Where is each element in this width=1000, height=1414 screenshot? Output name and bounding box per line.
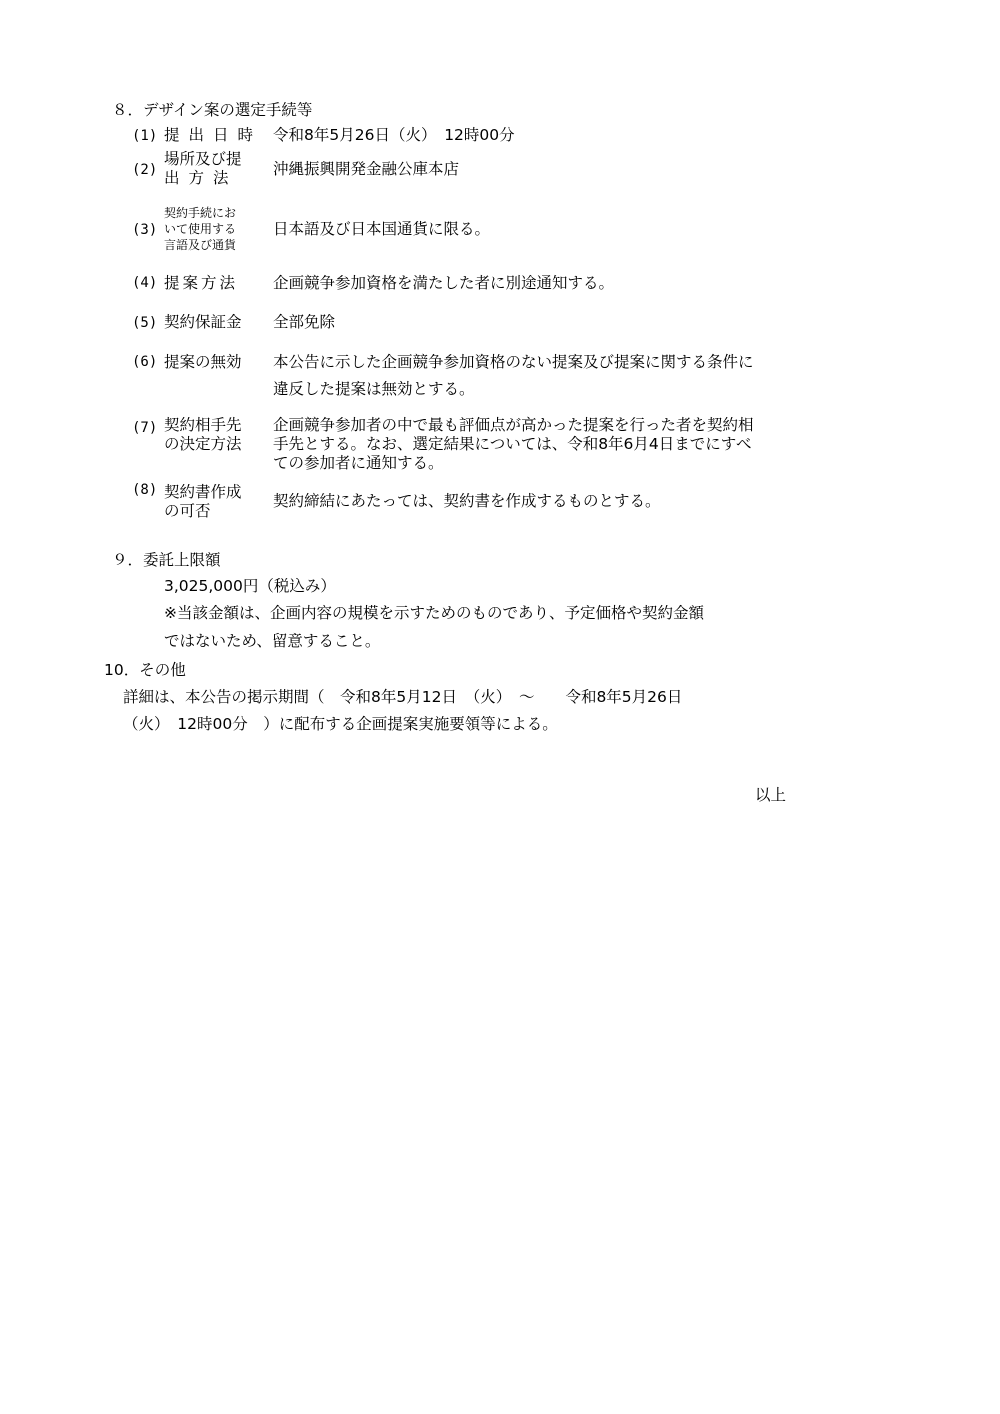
item-4-number: (4) bbox=[132, 275, 158, 291]
item-5-number: (5) bbox=[132, 315, 158, 331]
item-3-label-line2: いて使用する bbox=[164, 222, 237, 236]
item-7-value-line1: 企画競争参加者の中で最も評価点が高かった提案を行った者を契約相 bbox=[273, 416, 754, 434]
contract-cap-note-line1: ※当該金額は、企画内容の規模を示すためのものであり、予定価格や契約金額 bbox=[164, 604, 704, 622]
item-8-value: 契約締結にあたっては、契約書を作成するものとする。 bbox=[273, 492, 661, 510]
item-7-value-line2: 手先とする。なお、選定結果については、令和8年6月4日までにすべ bbox=[273, 435, 752, 453]
item-4-value: 企画競争参加資格を満たした者に別途通知する。 bbox=[273, 274, 615, 292]
item-2-label-line1: 場所及び提 bbox=[164, 150, 242, 168]
item-5-label: 契約保証金 bbox=[164, 313, 242, 331]
item-8-label-line1: 契約書作成 bbox=[164, 483, 242, 501]
item-8-number: (8) bbox=[132, 482, 158, 498]
item-3-label-line3: 言語及び通貨 bbox=[164, 238, 237, 252]
item-6-value-line2: 違反した提案は無効とする。 bbox=[273, 380, 475, 398]
item-8-label-line2: の可否 bbox=[164, 502, 211, 520]
item-7-value-line3: ての参加者に通知する。 bbox=[273, 454, 444, 472]
item-2-value: 沖縄振興開発金融公庫本店 bbox=[273, 160, 460, 178]
contract-cap-note-line2: ではないため、留意すること。 bbox=[164, 632, 381, 650]
item-3-label-line1: 契約手続にお bbox=[164, 206, 237, 220]
item-4-label: 提案方法 bbox=[164, 274, 239, 292]
item-5-value: 全部免除 bbox=[273, 313, 336, 331]
section-10-line2: （火） 12時00分 ）に配布する企画提案実施要領等による。 bbox=[123, 715, 558, 733]
item-7-label-line2: の決定方法 bbox=[164, 435, 242, 453]
item-7-number: (7) bbox=[132, 420, 158, 436]
item-3-value: 日本語及び日本国通貨に限る。 bbox=[273, 220, 491, 238]
item-6-label: 提案の無効 bbox=[164, 353, 242, 371]
item-3-number: (3) bbox=[132, 222, 158, 238]
item-6-value-line1: 本公告に示した企画競争参加資格のない提案及び提案に関する条件に bbox=[273, 353, 754, 371]
section-10-line1: 詳細は、本公告の掲示期間（ 令和8年5月12日 （火） ～ 令和8年5月26日 bbox=[123, 688, 683, 706]
item-1-value: 令和8年5月26日（火） 12時00分 bbox=[273, 126, 515, 144]
contract-cap-amount: 3,025,000円（税込み） bbox=[164, 577, 336, 595]
closing-mark: 以上 bbox=[755, 786, 787, 804]
section-8-heading: ８．デザイン案の選定手続等 bbox=[112, 101, 313, 119]
section-9-heading: ９．委託上限額 bbox=[112, 551, 221, 569]
item-6-number: (6) bbox=[132, 354, 158, 370]
item-2-number: (2) bbox=[132, 162, 158, 178]
item-2-label-line2: 出方法 bbox=[164, 169, 238, 187]
item-1-number: (1) bbox=[132, 128, 158, 144]
item-1-label: 提出日時 bbox=[164, 126, 263, 144]
item-7-label-line1: 契約相手先 bbox=[164, 416, 242, 434]
section-10-heading: 10．その他 bbox=[104, 661, 186, 679]
